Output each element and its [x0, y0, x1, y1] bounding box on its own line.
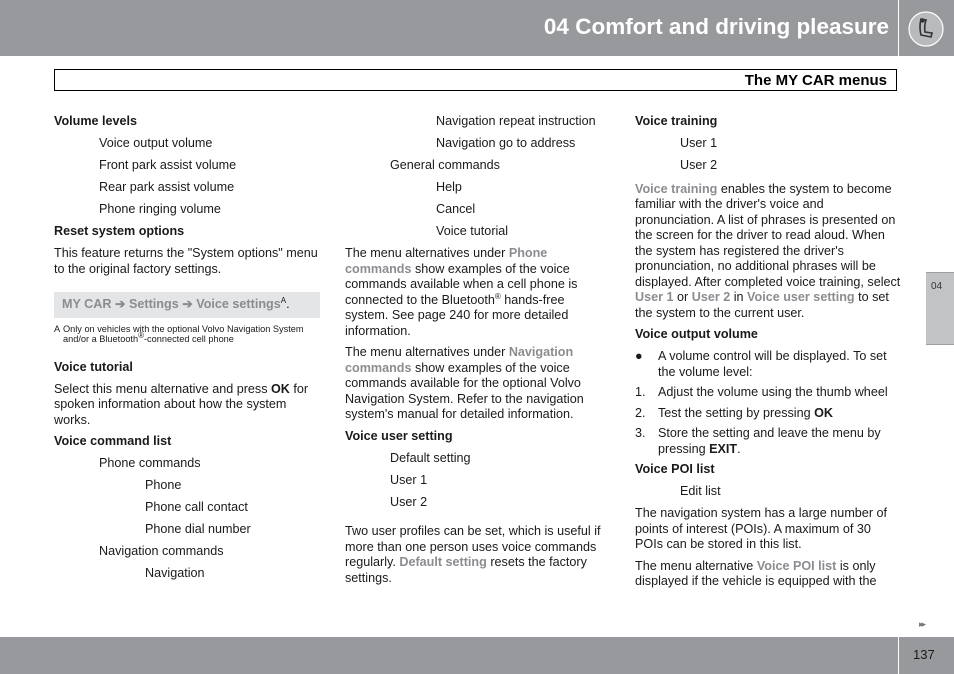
list-item: Navigation repeat instruction	[436, 114, 596, 128]
command-list-heading: Voice command list	[54, 434, 172, 448]
list-item: Navigation commands	[99, 544, 224, 558]
phone-commands-paragraph: The menu alternatives under Phone commands show examples of the voice commands available when a cell phone is connected to the Bluetooth® hands-free system. See page 240 for more detailed information.	[345, 246, 578, 338]
bullet-item: ● A volume control will be displayed. To set the volume level:	[635, 349, 887, 379]
step-item: 1. Adjust the volume using the thumb wheel	[635, 385, 888, 399]
chapter-side-tab	[926, 272, 954, 345]
list-item: Front park assist volume	[99, 158, 237, 172]
poi-heading: Voice POI list	[635, 462, 715, 476]
list-item: Phone call contact	[145, 500, 248, 514]
list-item: Cancel	[436, 202, 476, 216]
chapter-icon-box	[899, 0, 954, 56]
list-item: Rear park assist volume	[99, 180, 235, 194]
list-item: Navigation go to address	[436, 136, 576, 150]
list-item: General commands	[390, 158, 500, 172]
path-settings: Settings	[129, 297, 179, 311]
voice-training-paragraph: Voice training enables the system to become familiar with the driver's voice and pronunciation. A list of phrases is presented on the screen for the driver to read aloud. When the system has registered the driver's pronunciation, no additional phrases will be displayed. After completed voice training, select User 1 or User 2 in Voice user setting to set the system to the current user.	[635, 181, 901, 320]
list-item: Default setting	[390, 450, 471, 465]
path-voice-settings: Voice settings	[196, 297, 281, 311]
navigation-commands-paragraph: The menu alternatives under Navigation commands show examples of the voice commands available for the optional Volvo Navigation System. Refer to the navigation system's manual for detailed information.	[345, 345, 584, 421]
arrow-icon: ➔	[114, 297, 126, 311]
bullet-icon: ●	[635, 349, 643, 363]
footnote-ref: A	[280, 295, 287, 305]
list-item: Phone	[145, 478, 182, 492]
voice-tutorial-paragraph: Select this menu alternative and press OK for spoken information about how the system works.	[54, 381, 309, 427]
arrow-icon: ➔	[182, 297, 193, 311]
list-item: Voice tutorial	[436, 224, 509, 238]
footer-bar	[0, 637, 898, 674]
header-bar	[0, 0, 898, 56]
list-item: User 1	[680, 136, 718, 150]
continue-arrows-icon: ▸▸	[919, 619, 925, 629]
output-volume-heading: Voice output volume	[635, 327, 758, 341]
list-item: Phone dial number	[145, 522, 251, 536]
section-title: The MY CAR menus	[744, 72, 887, 89]
profiles-paragraph: Two user profiles can be set, which is useful if more than one person uses voice commands regularly. Default setting resets the factory settings.	[345, 524, 601, 585]
footnote: A Only on vehicles with the optional Volvo Navigation System and/or a Bluetooth®-connected cell phone	[54, 323, 304, 344]
list-item: User 1	[390, 472, 428, 487]
list-item: User 2	[680, 158, 718, 172]
poi-paragraph: The navigation system has a large number of points of interest (POIs). A maximum of 30 POIs can be stored in this list.	[635, 506, 888, 551]
user-setting-heading: Voice user setting	[345, 428, 453, 443]
reset-paragraph: This feature returns the "System options" menu to the original factory settings.	[54, 246, 318, 276]
list-item: User 2	[390, 494, 428, 509]
chapter-title: 04 Comfort and driving pleasure	[543, 14, 889, 39]
column-2	[345, 114, 611, 592]
step-item: 3. Store the setting and leave the menu by pressing EXIT.	[635, 426, 881, 456]
reset-heading: Reset system options	[54, 224, 185, 238]
list-item: Voice output volume	[99, 136, 213, 150]
seat-icon	[907, 10, 945, 48]
side-tab-label: 04	[931, 281, 943, 292]
page-number-box	[899, 637, 954, 674]
list-item: Edit list	[680, 484, 721, 498]
menu-path-box: MY CAR ➔ Settings ➔ Voice settings$^A$.	[54, 292, 320, 318]
voice-training-heading: Voice training	[635, 114, 718, 128]
list-item: Phone commands	[99, 456, 201, 470]
list-item: Phone ringing volume	[99, 202, 221, 216]
volume-levels-heading: Volume levels	[54, 114, 138, 128]
section-header	[54, 69, 897, 91]
footnote-marker: A	[54, 323, 61, 334]
list-item: Help	[436, 180, 462, 194]
list-item: Navigation	[145, 566, 205, 580]
column-3	[635, 114, 901, 596]
page-number: 137	[913, 647, 935, 662]
poi-availability-paragraph: The menu alternative Voice POI list is only displayed if the vehicle is equipped with the	[635, 558, 877, 588]
column-1	[54, 114, 320, 588]
voice-tutorial-heading: Voice tutorial	[54, 359, 133, 374]
step-item: 2. Test the setting by pressing OK	[635, 405, 833, 420]
path-my-car: MY CAR	[62, 297, 112, 311]
